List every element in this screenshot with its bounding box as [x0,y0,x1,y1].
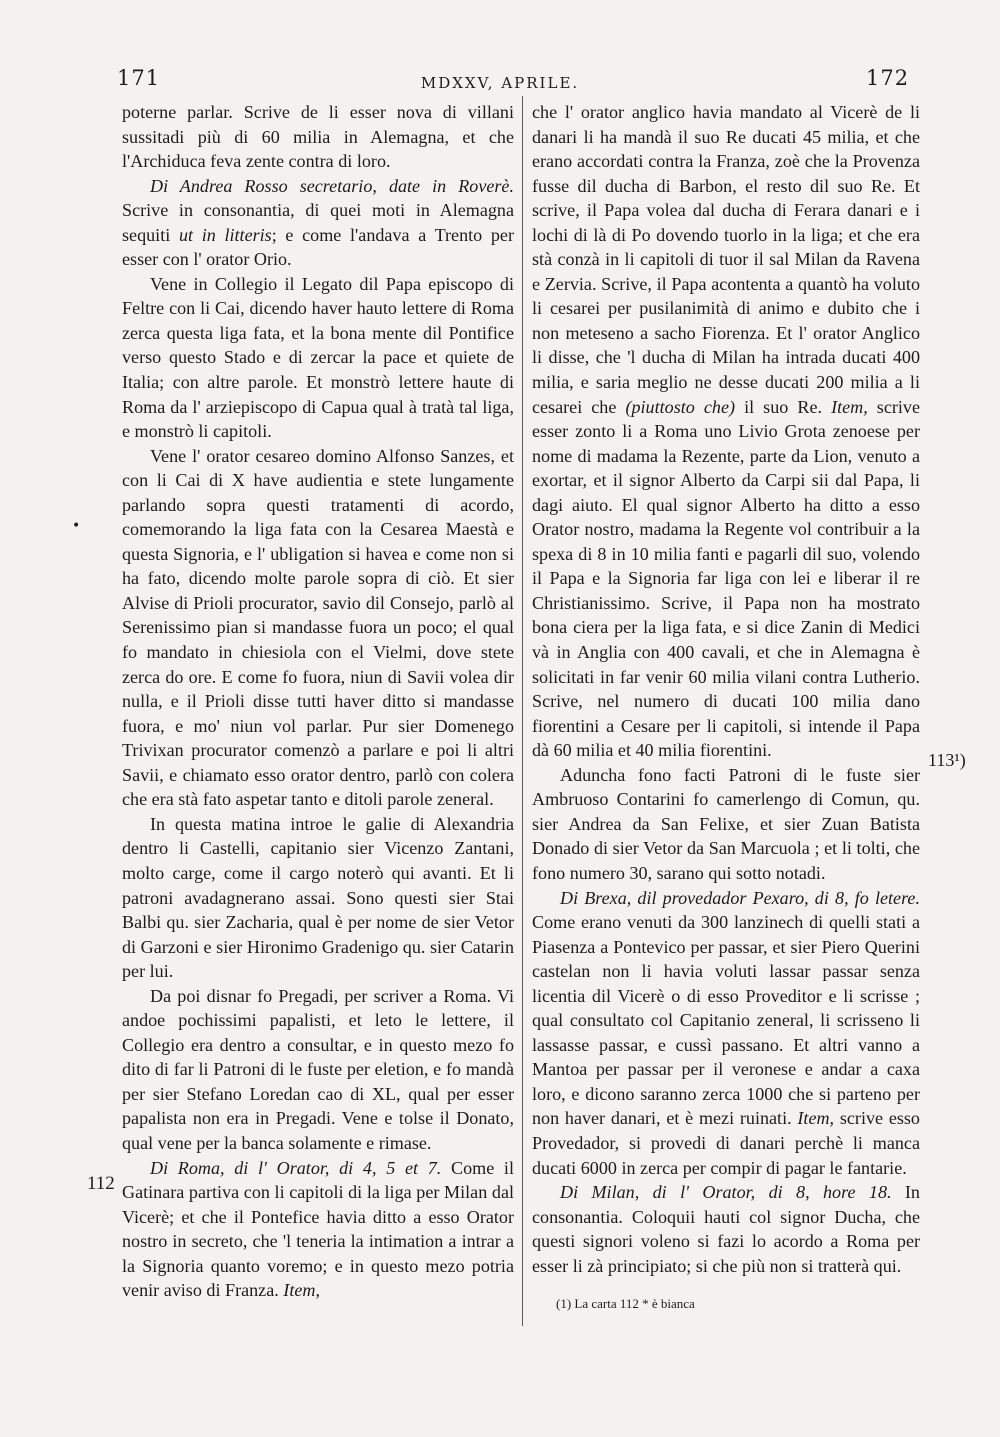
italic-text: Item, [797,1108,835,1129]
text-run: che l' orator anglico havia mandato al Vicerè de li danari li ha mandà il suo Re ducati 45 milia, et che erano accordati contra la Franza, zoè che la Provenza fusse dil ducha di Barbon, el resto dil suo Re. Et scrive, il Papa volea dal ducha di Ferara danari e i lochi di là di Po dovendo tuorlo in la liga; et che era stà conzà in li capitoli di tuor il sal Milan da Ravena e Zervia. Scrive, il Papa acontenta a quantò ha voluto li cesarei per pusilanimità di animo e dubito che i non meteseno a sacho Fiorenza. Et l' orator Anglico li disse, che 'l ducha di Milan ha intrada ducati 400 milia, e saria meglio ne desse ducati 200 milia a li cesarei che [532,102,920,417]
paragraph [122,812,514,984]
text-run: Vene l' orator cesareo domino Alfonso Sanzes, et con li Cai di X have audientia e stete lungamente parlando sopra questi tratamenti di acordo, comemorando la liga fata con la Cesarea Maestà e questa Signoria, e l' ubligation si havea e come non si ha fato, dicendo molte parole sopra di ciò. Et sier Alvise di Prioli procurator, savio dil Consejo, parlò al Serenissimo pian si mandasse fuora un poco; el qual fo mandato in chiesiola con el Vielmi, dove stete zerca do ore. E come fo fuora, niun di Savii volea dir nulla, e il Prioli disse tutti haver ditto si mandasse fuora, e mo' niun vol parlar. Pur sier Domenego Trivixan procurator comenzò a parlare e poi li altri Savii, e chiamato esso orator dentro, parlò con colera che era stà fato aspetar tanto e ditoli parole zeneral. [122,445,514,810]
text-run: Aduncha fono facti Patroni di le fuste sier Ambruoso Contarini fo camerlengo di Comun, qu. sier Andrea da San Felixe, et sier Zuan Batista Donado di sier Vetor da San Marcuola ; et li tolti, che fono numero 30, sarano qui sotto notadi. [532,764,920,883]
text-run: il suo Re. [735,396,832,417]
italic-text: Di Andrea Rosso secretario, date in Roverè. [150,175,514,196]
text-run: Come erano venuti da 300 lanzinech di quelli stati a Piasenza a Pontevico per passar, et sier Piero Querini castelan non li havia voluti lassar passar senza licentia dil Vicerè o di esso Proveditor e li scrisse ; qual consultato col Capitanio zeneral, li scrisseno li lassasse passar, e cussì passano. Et altri vanno a Mantoa per passar per il veronese e andar a caxa loro, e dicono saranno zerca 1000 che si parteno per non haver danari, et è mezi ruinati. [532,912,920,1129]
paragraph [122,984,514,1156]
right-column [532,100,920,1278]
left-column [122,100,514,1303]
paragraph [532,1180,920,1278]
text-run: scrive esser zonto li a Roma uno Livio Grota zenoese per nome di madama la Rezente, parte da Lion, venuto a exortar, et il signor Alberto da Carpi sii dal Papa, li dagi aiuto. El qual signor Alberto ha ditto a esso Orator nostro, madama la Regente vol contribuir a la spexa di 8 in 10 milia fanti e pagarli dil suo, volendo il Papa e la Signoria far liga con lei e liberar il re Christianissimo. Scrive, il Papa non ha mostrato bona ciera per la liga fata, e si dice Zanin di Medici và in Anglia con 400 cavali, et che in Alemagna è solicitati in far venir 60 milia vilani contra Lutherio. Scrive, nel numero di ducati 100 milia dano fiorentini a Cesare per li capitoli, si intende il Papa dà 60 milia et 40 milia fiorentini. [532,396,921,761]
italic-text: ut in litteris [178,224,272,245]
italic-text: Di Roma, di l' Orator, di 4, 5 et 7. [150,1157,442,1178]
margin-dot: • [72,518,81,534]
text-run: Come il Gatinara partiva con li capitoli di la liga per Milan dal Vicerè; et che il Pontefice havia ditto a esso Orator nostro in secreto, che 'l teneria la intimation a intrar a la Signoria quanto voremo; e in questo mezo potria venir aviso di Franza. [122,1157,514,1301]
text-run: poterne parlar. Scrive de li esser nova di villani sussitadi più di 60 milia in Alemagna, et che l'Archiduca feva zente contra di loro. [122,102,514,172]
paragraph [122,174,514,272]
paragraph [532,763,920,886]
text-run: In questa matina introe le galie di Alexandria dentro li Castelli, capitanio sier Vicenzo Zantani, molto carge, come il cargo noterò qui avanti. Et li patroni avadagnerano assai. Sono questi sier Stai Balbi qu. sier Zacharia, qual è per nome de sier Vetor di Garzoni e sier Hironimo Gradenigo qu. sier Catarin per lui. [122,813,514,982]
text-run: ; e come l'andava a Trento per esser con l' orator Orio. [122,224,514,270]
running-header: MDXXV, APRILE. [420,74,580,92]
paragraph [122,100,514,174]
column-divider [522,96,523,1326]
paragraph [532,100,920,763]
paragraph [122,444,514,812]
italic-text: Di Brexa, dil provedador Pexaro, di 8, fo letere. [560,887,920,908]
footnote: (1) La carta 112 * è bianca [556,1296,695,1311]
italic-text: (piuttosto che) [625,396,736,417]
text-run: scrive esso Provedador, si provedi di danari perchè li manca ducati 6000 in zerca per compir di pagar le fantarie. [532,1108,920,1178]
text-run: Vene in Collegio il Legato dil Papa episcopo di Feltre con li Cai, dicendo haver hauto lettere di Roma zerca questa liga fata, et la bona mente dil Pontifice verso questo Stado e di zercar la pace et quiete de Italia; con altre parole. Et monstrò lettere haute di Roma da l' arziepiscopo di Capua qual à tratà tal liga, e monstrò li capitoli. [122,273,514,442]
paragraph [122,1156,514,1303]
text-run: Scrive in consonantia, di quei moti in Alemagna sequiti [122,200,514,245]
page-number-left: 171 [117,66,161,90]
text-run: Da poi disnar fo Pregadi, per scriver a Roma. Vi andoe pochissimi papalisti, et leto le lettere, il Collegio era dentro a consultar, e in questo mezo fo dito di far li Patroni di le fuste per eletion, e fo mandà per sier Stefano Loredan cao di XL, qual per esser papalista non era in Pregadi. Vene e tolse il Donato, qual vene per la banca solamente e rimase. [122,985,514,1153]
margin-number-right: 113¹) [928,750,966,770]
paragraph [532,886,920,1181]
italic-text: Di Milan, di l' Orator, di 8, hore 18. [560,1182,892,1203]
text-run: In consonantia. Coloquii hauti col signor Ducha, che questi signori voleno si fazi lo acordo a Roma per esser li zà principiato; si che più non si tratterà qui. [532,1182,920,1276]
paragraph [122,272,514,444]
margin-number-left: 112 [87,1173,115,1194]
italic-text: Item, [831,396,868,417]
page-number-right: 172 [866,66,910,90]
italic-text: Item, [283,1280,320,1301]
